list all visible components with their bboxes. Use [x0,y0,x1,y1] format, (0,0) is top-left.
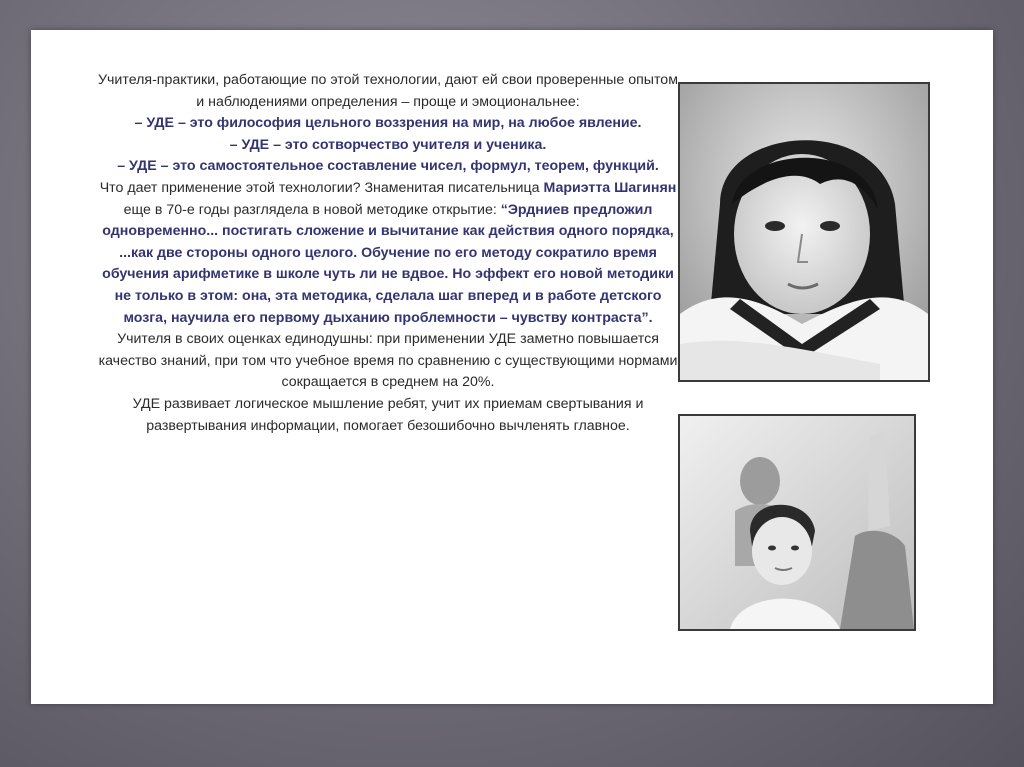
girl-portrait-photo [678,82,930,382]
classroom-raised-hand-photo [678,414,916,631]
slide [31,30,993,704]
question-text-1: Что дает применение этой технологии? Знаменитая писательница [99,179,540,196]
question-text-2: еще в 70-е годы разглядела в новой методике открытие: [123,201,497,218]
intro-paragraph: Учителя-практики, работающие по этой технологии, дают ей свои проверенные опытом и наблюдениями определения – проще и эмоциональнее: [98,72,678,110]
slide-text [93,70,683,437]
definition-2: – УДЕ – это сотворчество учителя и ученика. [229,136,547,153]
author-name: Мариэтта Шагинян [543,179,677,196]
definition-3: – УДЕ – это самостоятельное составление чисел, формул, теорем, функций. [117,158,659,175]
question-paragraph [93,178,683,329]
quote-text: “Эрдниев предложил одновременно... постигать сложение и вычитание как действия одного порядка, ...как две стороны одного целого. Обучение по его методу сократило время обучения арифметике в школе чуть ли не вдвое. Но эффект его новой методики не только в этом: она, эта методика, сделала шаг вперед и в работе детского мозга, научила его первому дыханию проблемности – чувству контраста”. [102,201,674,326]
teachers-paragraph: Учителя в своих оценках единодушны: при применении УДЕ заметно повышается качество знаний, при том что учебное время по сравнению с существующими нормами сокращается в среднем на 20%. [98,331,678,391]
logic-paragraph: УДЕ развивает логическое мышление ребят, учит их приемам свертывания и развертывания информации, помогает безошибочно вычленять главное. [132,395,644,434]
definition-1: – УДЕ – это философия цельного воззрения на мир, на любое явление. [134,115,642,132]
